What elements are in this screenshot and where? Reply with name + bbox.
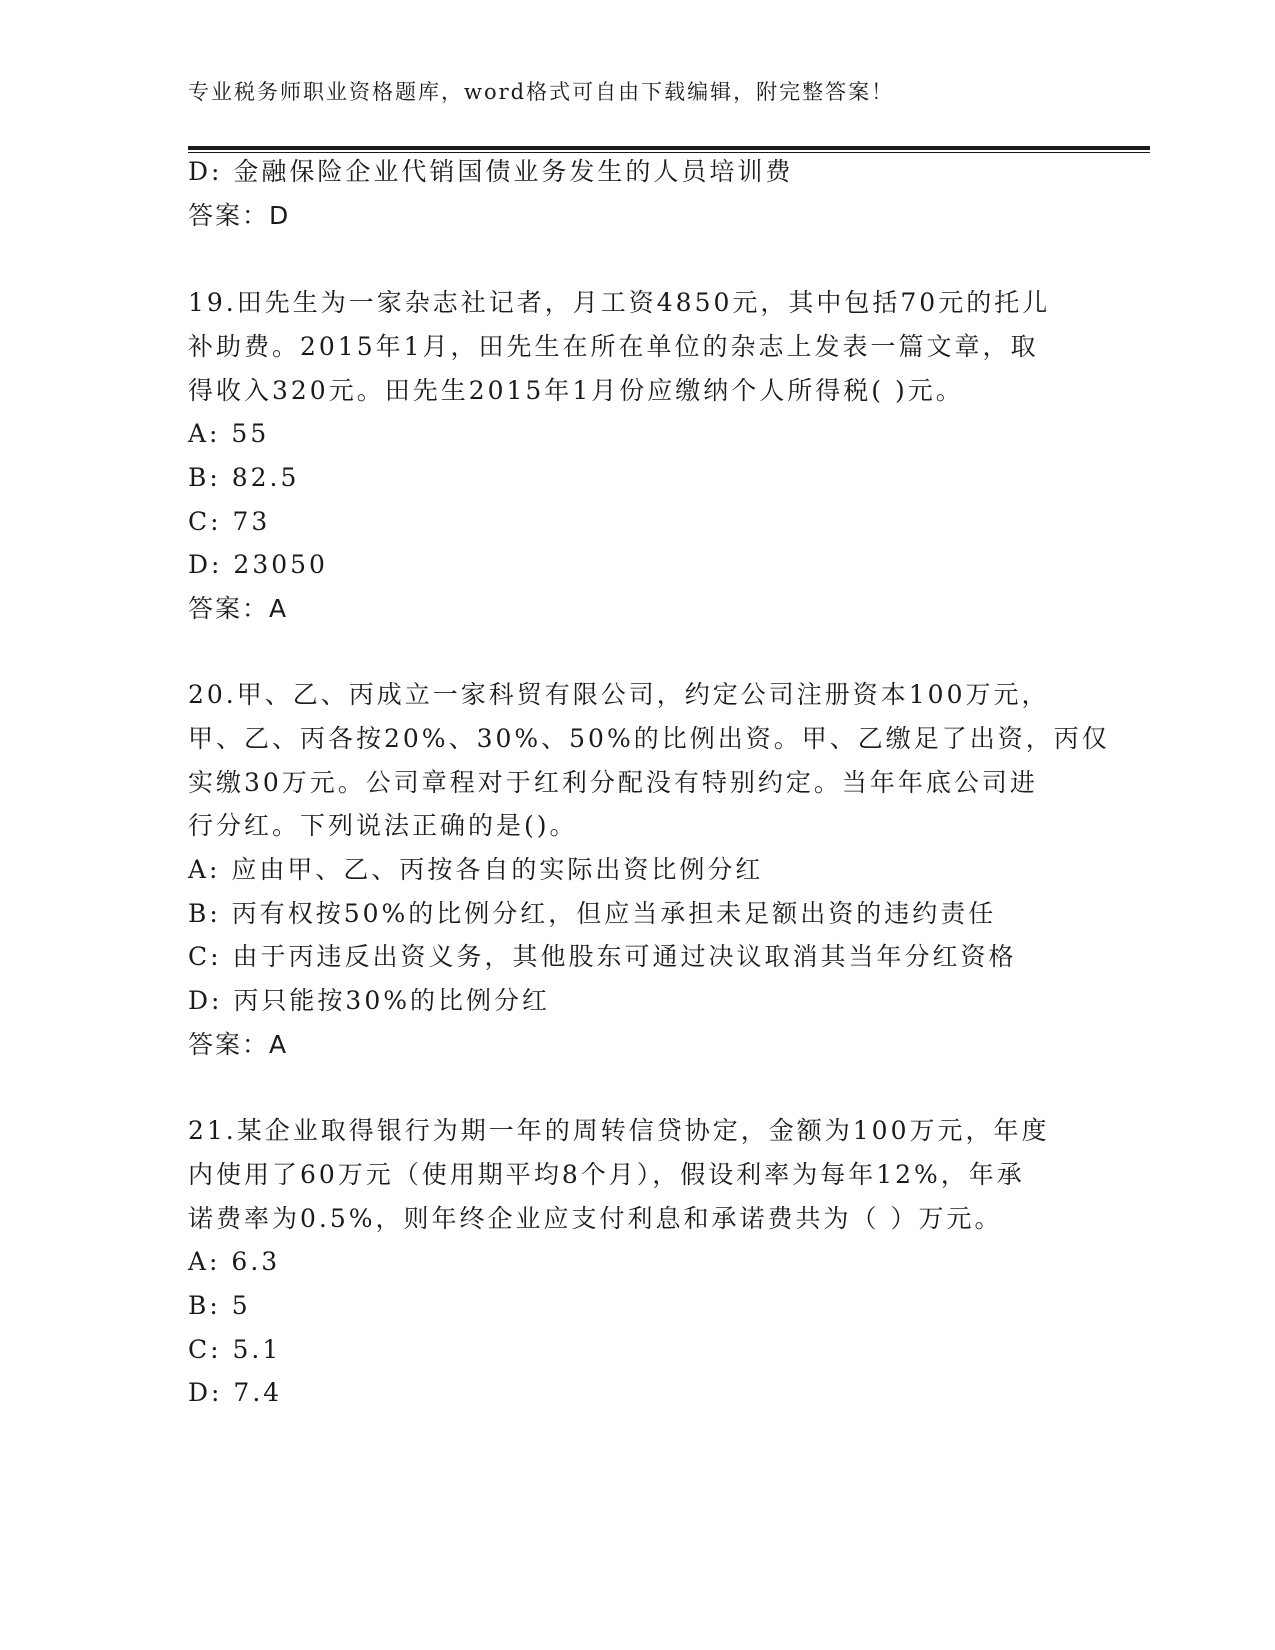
q19-stem-line-1: 19.田先生为一家杂志社记者，月工资4850元，其中包括70元的托儿 — [188, 288, 1051, 317]
q21-option-d: D: 7.4 — [188, 1378, 283, 1407]
q19-answer: 答案：A — [188, 594, 289, 623]
q19-option-c: C: 73 — [188, 507, 271, 536]
q21-stem-line-2: 内使用了60万元（使用期平均8个月），假设利率为每年12%，年承 — [188, 1160, 1025, 1189]
page-header: 专业税务师职业资格题库，word格式可自由下载编辑，附完整答案！ — [188, 80, 895, 104]
q20-option-a: A: 应由甲、乙、丙按各自的实际出资比例分红 — [188, 855, 764, 884]
q18-option-d: D: 金融保险企业代销国债业务发生的人员培训费 — [188, 157, 794, 186]
q20-stem-line-2: 甲、乙、丙各按20%、30%、50%的比例出资。甲、乙缴足了出资，丙仅 — [188, 724, 1110, 753]
q19-option-b: B: 82.5 — [188, 463, 300, 492]
q20-option-d: D: 丙只能按30%的比例分红 — [188, 986, 550, 1015]
q21-stem-line-1: 21.某企业取得银行为期一年的周转信贷协定，金额为100万元，年度 — [188, 1116, 1050, 1145]
q19-stem-line-2: 补助费。2015年1月，田先生在所在单位的杂志上发表一篇文章，取 — [188, 332, 1039, 361]
q19-option-d: D: 23050 — [188, 550, 328, 579]
q20-option-b: B: 丙有权按50%的比例分红，但应当承担未足额出资的违约责任 — [188, 899, 997, 928]
q18-answer: 答案：D — [188, 201, 291, 230]
q21-option-a: A: 6.3 — [188, 1247, 281, 1276]
q20-stem-line-4: 行分红。下列说法正确的是()。 — [188, 811, 578, 840]
q19-stem-line-3: 得收入320元。田先生2015年1月份应缴纳个人所得税( )元。 — [188, 376, 964, 405]
q21-stem-line-3: 诺费率为0.5%，则年终企业应支付利息和承诺费共为（ ）万元。 — [188, 1204, 1003, 1233]
q21-option-b: B: 5 — [188, 1291, 251, 1320]
q19-option-a: A: 55 — [188, 419, 270, 448]
q21-option-c: C: 5.1 — [188, 1335, 282, 1364]
header-divider — [188, 146, 1150, 153]
q20-option-c: C: 由于丙违反出资义务，其他股东可通过决议取消其当年分红资格 — [188, 942, 1017, 971]
q20-stem-line-1: 20.甲、乙、丙成立一家科贸有限公司，约定公司注册资本100万元， — [188, 680, 1050, 709]
q20-stem-line-3: 实缴30万元。公司章程对于红利分配没有特别约定。当年年底公司进 — [188, 768, 1038, 797]
q20-answer: 答案：A — [188, 1030, 289, 1059]
